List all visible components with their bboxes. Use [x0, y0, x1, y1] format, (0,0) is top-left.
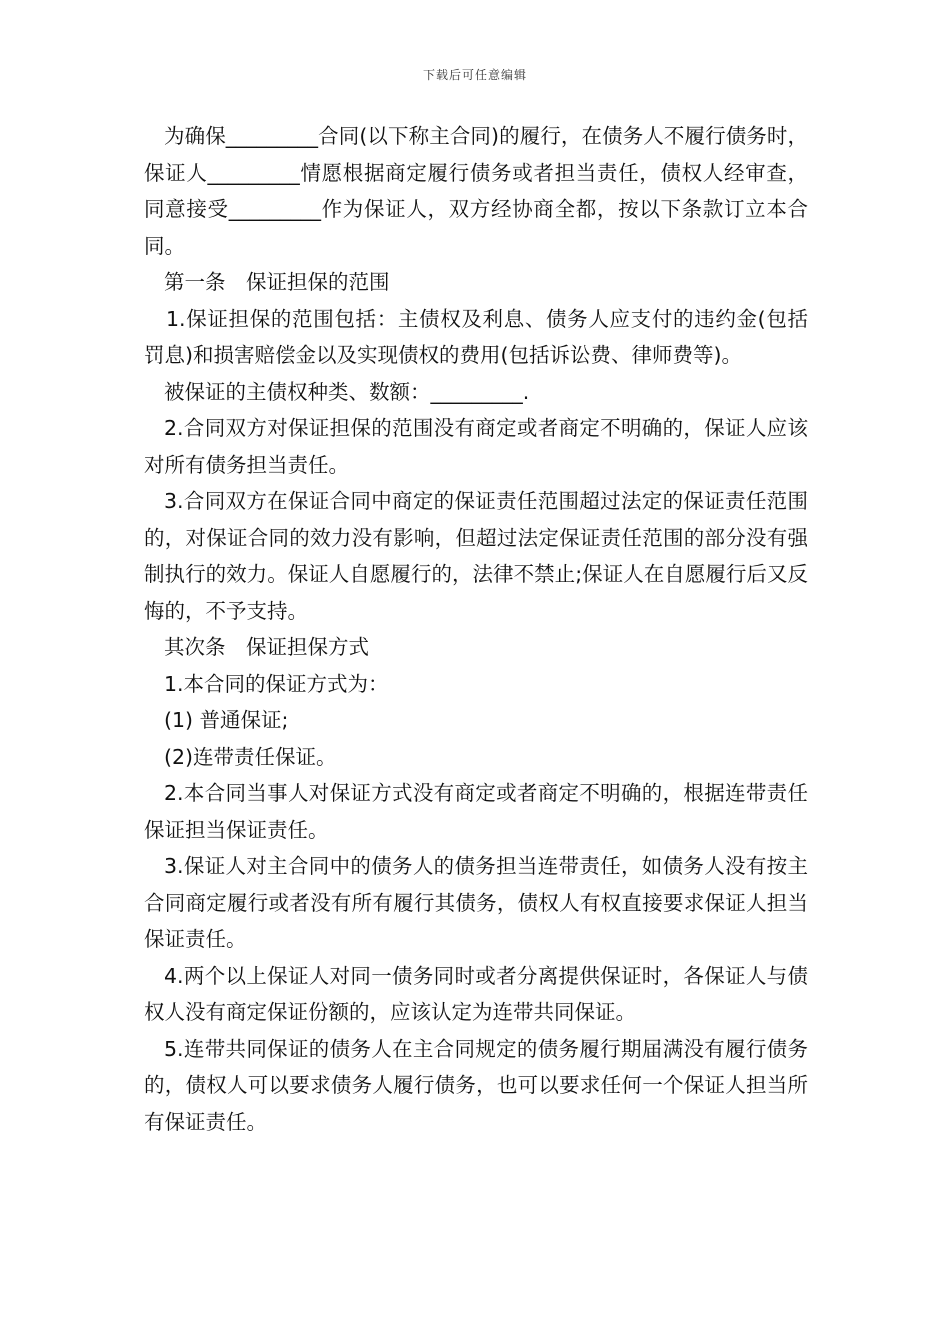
document-body	[144, 118, 808, 1140]
clause-2-2: 2.本合同当事人对保证方式没有商定或者商定不明确的，根据连带责任保证担当保证责任。	[144, 781, 808, 842]
clause-2-1-option-2: (2)连带责任保证。	[164, 744, 337, 769]
clause-2-3: 3.保证人对主合同中的债务人的债务担当连带责任，如债务人没有按主合同商定履行或者没有所有履行其债务，债权人有权直接要求保证人担当保证责任。	[144, 854, 808, 951]
clause-1-1: 1.保证担保的范围包括：主债权及利息、债务人应支付的违约金(包括罚息)和损害赔偿金以及实现债权的费用(包括诉讼费、律师费等)。	[144, 306, 808, 367]
section-heading-1: 第一条 保证担保的范围	[164, 270, 390, 294]
clause-2-1-option-1: (1) 普通保证;	[164, 708, 289, 732]
page-header: 下载后可任意编辑	[422, 68, 527, 82]
clause-2-5: 5.连带共同保证的债务人在主合同规定的债务履行期届满没有履行债务的，债权人可以要求债务人履行债务，也可以要求任何一个保证人担当所有保证责任。	[144, 1036, 808, 1134]
clause-1-amount: 被保证的主债权种类、数额：_________.	[164, 379, 530, 404]
intro-paragraph: 为确保_________合同(以下称主合同)的履行，在债务人不履行债务时，保证人_________情愿根据商定履行债务或者担当责任，债权人经审查，同意接受_________作为保证人，双方经协商全都，按以下条款订立本合同。	[144, 124, 808, 258]
clause-2-1: 1.本合同的保证方式为：	[164, 671, 389, 696]
clause-1-2: 2.合同双方对保证担保的范围没有商定或者商定不明确的，保证人应该对所有债务担当责任。	[144, 416, 808, 477]
clause-2-4: 4.两个以上保证人对同一债务同时或者分离提供保证时，各保证人与债权人没有商定保证份额的，应该认定为连带共同保证。	[144, 963, 808, 1024]
clause-1-3: 3.合同双方在保证合同中商定的保证责任范围超过法定的保证责任范围的，对保证合同的效力没有影响，但超过法定保证责任范围的部分没有强制执行的效力。保证人自愿履行的，法律不禁止;保证人在自愿履行后又反悔的，不予支持。	[144, 489, 808, 623]
section-heading-2: 其次条 保证担保方式	[164, 635, 369, 659]
